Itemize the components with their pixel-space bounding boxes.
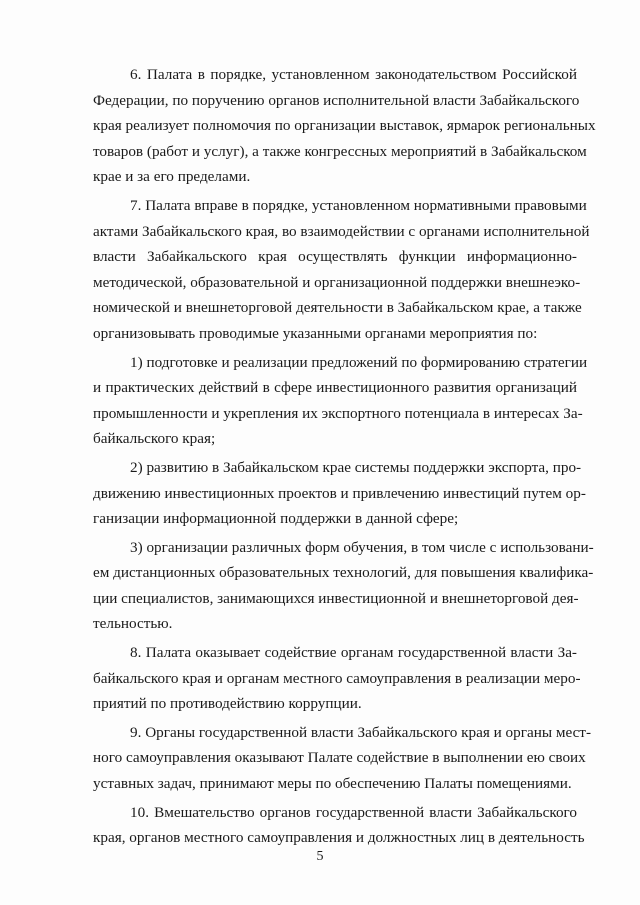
paragraph-8-line-1: 8. Палата оказывает содействие органам государственной власти За- (130, 644, 577, 662)
paragraph-8-line-3: приятий по противодействию коррупции. (93, 695, 362, 713)
paragraph-9-line-2: ного самоуправления оказывают Палате содействие в выполнении ею своих (93, 749, 586, 767)
paragraph-7-line-6: организовывать проводимые указанными органами мероприятия по: (93, 324, 538, 342)
paragraph-6-line-4: товаров (работ и услуг), а также конгрессных мероприятий в Забайкальском (93, 142, 587, 160)
subitem-3-line-1: 3) организации различных форм обучения, в том числе с использовани- (130, 538, 594, 556)
paragraph-10-line-1: 10. Вмешательство органов государственной власти Забайкальского (130, 803, 577, 821)
paragraph-6-line-2: Федерации, по поручению органов исполнительной власти Забайкальского (93, 91, 580, 109)
paragraph-6-line-5: крае и за его пределами. (93, 168, 251, 186)
subitem-3-line-2: ем дистанционных образовательных технологий, для повышения квалифика- (93, 564, 594, 582)
paragraph-7-line-4: методической, образовательной и организационной поддержки внешнеэко- (93, 273, 581, 291)
subitem-3-line-4: тельностью. (93, 615, 173, 633)
paragraph-7-line-5: номической и внешнеторговой деятельности в Забайкальском крае, а также (93, 299, 582, 317)
subitem-1-line-4: байкальского края; (93, 430, 216, 448)
subitem-2-line-3: ганизации информационной поддержки в данной сфере; (93, 510, 459, 528)
paragraph-6-line-1: 6. Палата в порядке, установленном законодательством Российской (130, 66, 577, 83)
paragraph-8-line-2: байкальского края и органам местного самоуправления в реализации меро- (93, 669, 581, 687)
subitem-2-line-2: движению инвестиционных проектов и привлечению инвестиций путем ор- (93, 484, 586, 502)
subitem-1-line-1: 1) подготовке и реализации предложений по формированию стратегии (130, 353, 588, 371)
subitem-2-line-1: 2) развитию в Забайкальском крае системы поддержки экспорта, про- (130, 458, 582, 476)
paragraph-6-line-3: края реализует полномочия по организации выставок, ярмарок региональных (93, 117, 596, 135)
paragraph-9-line-3: уставных задач, принимают меры по обеспечению Палаты помещениями. (93, 775, 572, 793)
paragraph-7-line-2: актами Забайкальского края, во взаимодействии с органами исполнительной (93, 222, 590, 240)
page-number: 5 (316, 849, 324, 864)
subitem-3-line-3: ции специалистов, занимающихся инвестиционной и внешнеторговой дея- (93, 589, 579, 607)
subitem-1-line-2: и практических действий в сфере инвестиционного развития организаций (93, 379, 577, 397)
paragraph-7-line-3: власти Забайкальского края осуществлять функции информационно- (93, 248, 577, 266)
subitem-1-line-3: промышленности и укрепления их экспортного потенциала в интересах За- (93, 404, 583, 422)
paragraph-10-line-2: края, органов местного самоуправления и должностных лиц в деятельность (93, 829, 585, 847)
paragraph-9-line-1: 9. Органы государственной власти Забайкальского края и органы мест- (130, 723, 592, 741)
document-body (93, 62, 596, 851)
paragraph-7-line-1: 7. Палата вправе в порядке, установленном нормативными правовыми (130, 196, 587, 214)
